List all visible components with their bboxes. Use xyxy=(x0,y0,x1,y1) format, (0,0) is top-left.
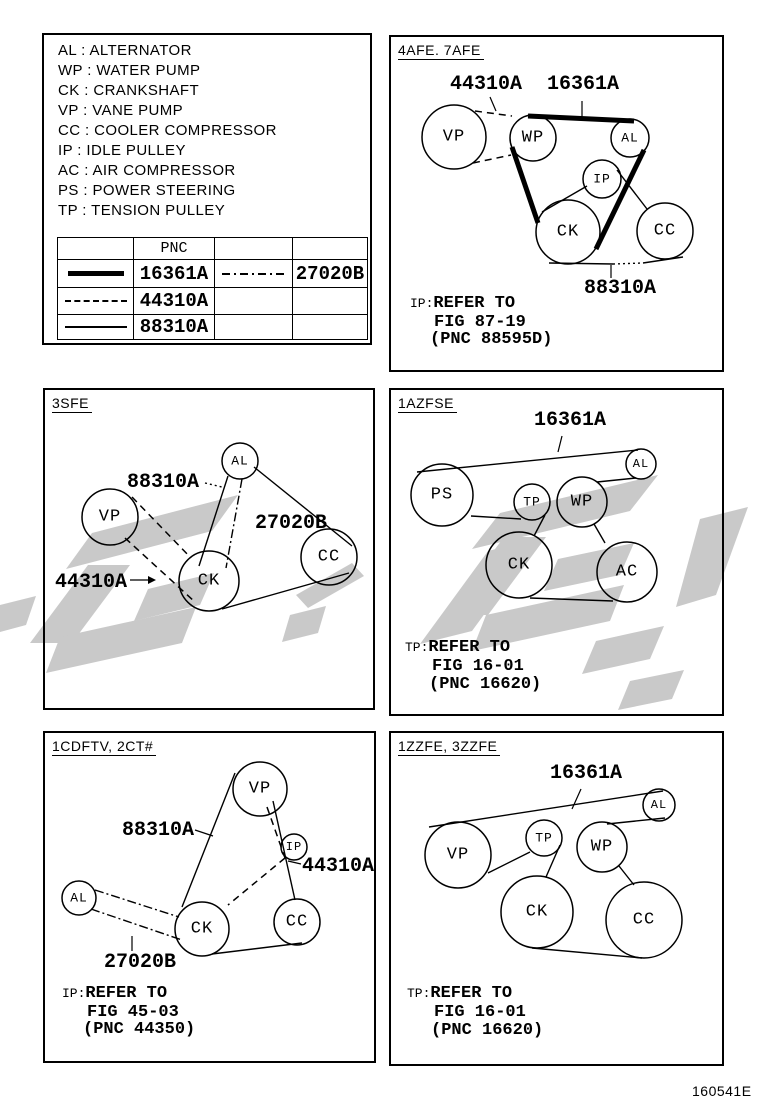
legend-item: CC : COOLER COMPRESSOR xyxy=(58,122,277,139)
pnc-value xyxy=(293,315,368,340)
pulley-label-al: AL xyxy=(632,457,650,471)
pulley-label-al: AL xyxy=(621,130,639,146)
pulley-label-ps: PS xyxy=(430,485,454,505)
note-line-2: FIG 16-01 xyxy=(434,1003,526,1022)
pulley-label-ck: CK xyxy=(190,919,214,939)
pulley-label-cc: CC xyxy=(317,547,341,567)
panel-1azfse xyxy=(389,388,724,716)
legend-item: PS : POWER STEERING xyxy=(58,182,236,199)
line-sample-dashdot xyxy=(222,273,286,275)
pnc-value: 16361A xyxy=(134,260,215,288)
figure-code: 160541E xyxy=(692,1083,752,1099)
pulley-label-ck: CK xyxy=(525,902,549,922)
panel-1zzfe-3zzfe xyxy=(389,731,724,1066)
pnc-value: 27020B xyxy=(293,260,368,288)
note-line-1 xyxy=(407,985,512,1002)
panel-title: 1CDFTV, 2CT# xyxy=(52,738,156,756)
panel-title: 1AZFSE xyxy=(398,395,457,413)
pulley-label-al: AL xyxy=(650,798,668,812)
part-label-27020b: 27020B xyxy=(255,512,328,535)
note-line-2: FIG 16-01 xyxy=(432,657,524,676)
pulley-label-vp: VP xyxy=(248,779,272,799)
panel-title: 3SFE xyxy=(52,395,92,413)
note-refer: REFER TO xyxy=(430,984,513,1003)
note-refer: REFER TO xyxy=(428,638,511,657)
pulley-label-wp: WP xyxy=(590,837,614,857)
pnc-column-header: PNC xyxy=(134,238,215,260)
note-refer: REFER TO xyxy=(433,294,516,313)
legend-panel xyxy=(42,33,372,345)
panel-3sfe xyxy=(43,388,375,710)
legend-item: IP : IDLE PULLEY xyxy=(58,142,186,159)
pnc-value: 44310A xyxy=(134,288,215,315)
note-refer: REFER TO xyxy=(85,984,168,1003)
part-label-27020b: 27020B xyxy=(104,951,177,974)
pnc-legend-table xyxy=(57,237,368,340)
legend-item: AL : ALTERNATOR xyxy=(58,42,192,59)
pulley-label-ac: AC xyxy=(615,562,639,582)
pulley-label-al: AL xyxy=(70,890,88,906)
pulley-label-tp: TP xyxy=(535,830,553,846)
part-label-44310a: 44310A xyxy=(450,73,523,96)
pulley-label-cc: CC xyxy=(653,221,677,241)
part-label-88310a: 88310A xyxy=(122,819,195,842)
note-line-1 xyxy=(410,295,515,312)
note-line-3: (PNC 16620) xyxy=(429,675,542,694)
pulley-label-cc: CC xyxy=(632,910,656,930)
line-sample-dashed xyxy=(65,300,127,302)
note-line-2: FIG 45-03 xyxy=(87,1003,179,1022)
pulley-label-wp: WP xyxy=(570,492,594,512)
part-label-16361a: 16361A xyxy=(547,73,620,96)
part-label-44310a: 44310A xyxy=(302,855,375,878)
pulley-label-vp: VP xyxy=(442,127,466,147)
arrowhead xyxy=(148,576,156,584)
pulley-label-ip: IP xyxy=(593,171,611,187)
pulley-label-ck: CK xyxy=(197,571,221,591)
panel-1cdftv-2ct xyxy=(43,731,376,1063)
legend-item: WP : WATER PUMP xyxy=(58,62,201,79)
part-label-16361a: 16361A xyxy=(534,409,607,432)
pulley-label-ck: CK xyxy=(556,222,580,242)
note-line-2: FIG 87-19 xyxy=(434,313,526,332)
note-prefix: IP: xyxy=(62,986,86,1001)
note-line-3: (PNC 88595D) xyxy=(430,330,553,349)
part-label-44310a: 44310A xyxy=(55,571,128,594)
panel-title: 1ZZFE, 3ZZFE xyxy=(398,738,500,756)
part-label-88310a: 88310A xyxy=(584,277,657,300)
part-label-88310a: 88310A xyxy=(127,471,200,494)
pulley-label-cc: CC xyxy=(285,912,309,932)
note-line-1 xyxy=(405,639,510,656)
belt-lines xyxy=(473,97,683,278)
pulley-label-ck: CK xyxy=(507,555,531,575)
legend-item: CK : CRANKSHAFT xyxy=(58,82,200,99)
pnc-value: 88310A xyxy=(134,315,215,340)
note-prefix: TP: xyxy=(405,640,429,655)
pulley-label-al: AL xyxy=(231,453,249,469)
legend-item: VP : VANE PUMP xyxy=(58,102,184,119)
pulley-label-wp: WP xyxy=(521,128,545,148)
line-sample-thin xyxy=(65,326,127,328)
note-line-3: (PNC 16620) xyxy=(431,1021,544,1040)
belt-diagram xyxy=(45,390,369,704)
belt-lines xyxy=(417,436,638,601)
belt-lines xyxy=(429,789,668,958)
line-sample-thick xyxy=(68,271,124,276)
legend-item: AC : AIR COMPRESSOR xyxy=(58,162,236,179)
pulley-label-vp: VP xyxy=(446,845,470,865)
note-prefix: IP: xyxy=(410,296,434,311)
note-line-3: (PNC 44350) xyxy=(83,1020,196,1039)
panel-4afe-7afe xyxy=(389,35,724,372)
pulley-label-ip: IP xyxy=(285,840,303,854)
note-prefix: TP: xyxy=(407,986,431,1001)
pulley-label-vp: VP xyxy=(98,507,122,527)
legend-item: TP : TENSION PULLEY xyxy=(58,202,226,219)
panel-title: 4AFE. 7AFE xyxy=(398,42,484,60)
note-line-1 xyxy=(62,985,167,1002)
pnc-value xyxy=(293,288,368,315)
pulley-label-tp: TP xyxy=(523,494,541,510)
part-label-16361a: 16361A xyxy=(550,762,623,785)
